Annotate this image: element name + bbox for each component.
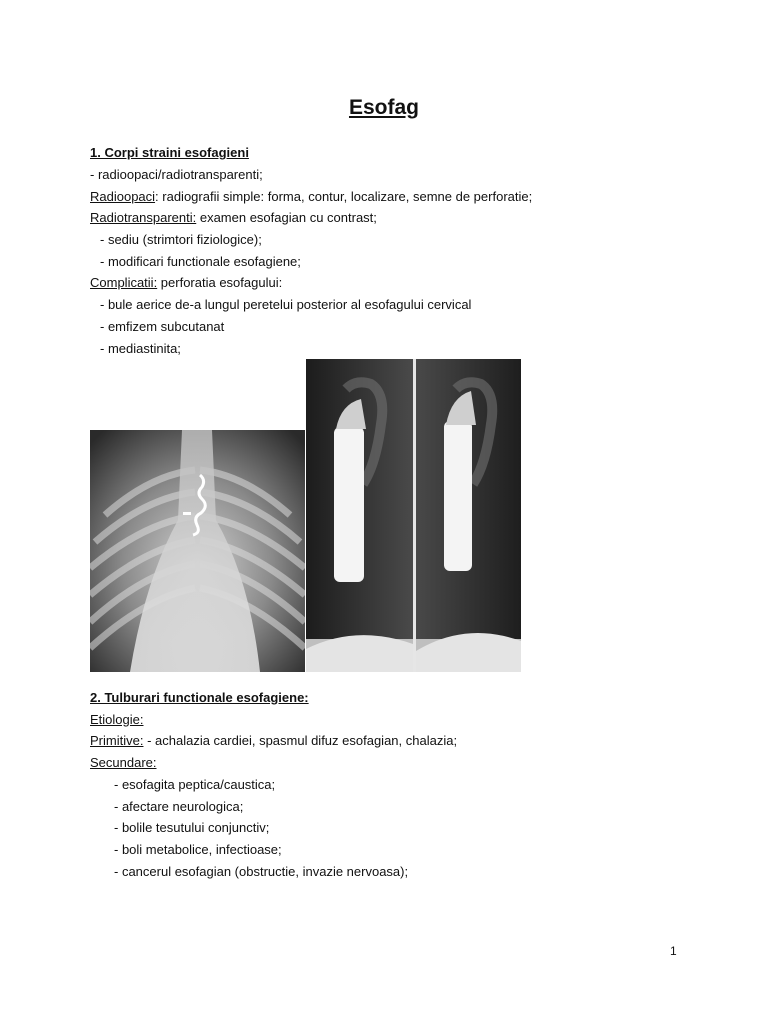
primitive-line <box>90 733 457 749</box>
page-title: Esofag <box>348 96 419 119</box>
list-item: - esofagita peptica/caustica; <box>114 777 276 792</box>
list-item: - mediastinita; <box>100 341 181 356</box>
radiotransparenti-text: examen esofagian cu contrast; <box>196 210 377 225</box>
radioopaci-text: : radiografii simple: forma, contur, localizare, semne de perforatie; <box>155 189 533 204</box>
radioopaci-label: Radioopaci <box>90 189 156 204</box>
section-2-heading: 2. Tulburari functionale esofagiene: <box>90 690 309 705</box>
list-item: - modificari functionale esofagiene; <box>100 254 301 269</box>
esophagram-image <box>306 359 521 672</box>
complicatii-label: Complicatii: <box>90 275 158 290</box>
complicatii-text: perforatia esofagului: <box>157 275 283 290</box>
chest-xray-image <box>90 430 305 672</box>
list-item: - cancerul esofagian (obstructie, invazie nervoasa); <box>114 864 409 879</box>
radiotransparenti-label: Radiotransparenti: <box>90 210 197 225</box>
list-item: - bule aerice de-a lungul peretelui posterior al esofagului cervical <box>100 297 472 312</box>
list-item: - boli metabolice, infectioase; <box>114 842 282 857</box>
list-item: - radioopaci/radiotransparenti; <box>90 167 263 182</box>
list-item: - bolile tesutului conjunctiv; <box>114 820 270 835</box>
complicatii-line <box>90 275 282 291</box>
radiotransparenti-line <box>90 210 377 226</box>
etiologie-label: Etiologie: <box>90 712 144 727</box>
page-number: 1 <box>670 944 677 958</box>
primitive-label: Primitive: <box>90 733 144 748</box>
section-1-heading: 1. Corpi straini esofagieni <box>90 145 249 160</box>
primitive-text: - achalazia cardiei, spasmul difuz esofagian, chalazia; <box>143 733 458 748</box>
list-item: - sediu (strimtori fiziologice); <box>100 232 262 247</box>
list-item: - emfizem subcutanat <box>100 319 225 334</box>
secundare-label: Secundare: <box>90 755 157 770</box>
radioopaci-line <box>90 189 532 205</box>
list-item: - afectare neurologica; <box>114 799 244 814</box>
